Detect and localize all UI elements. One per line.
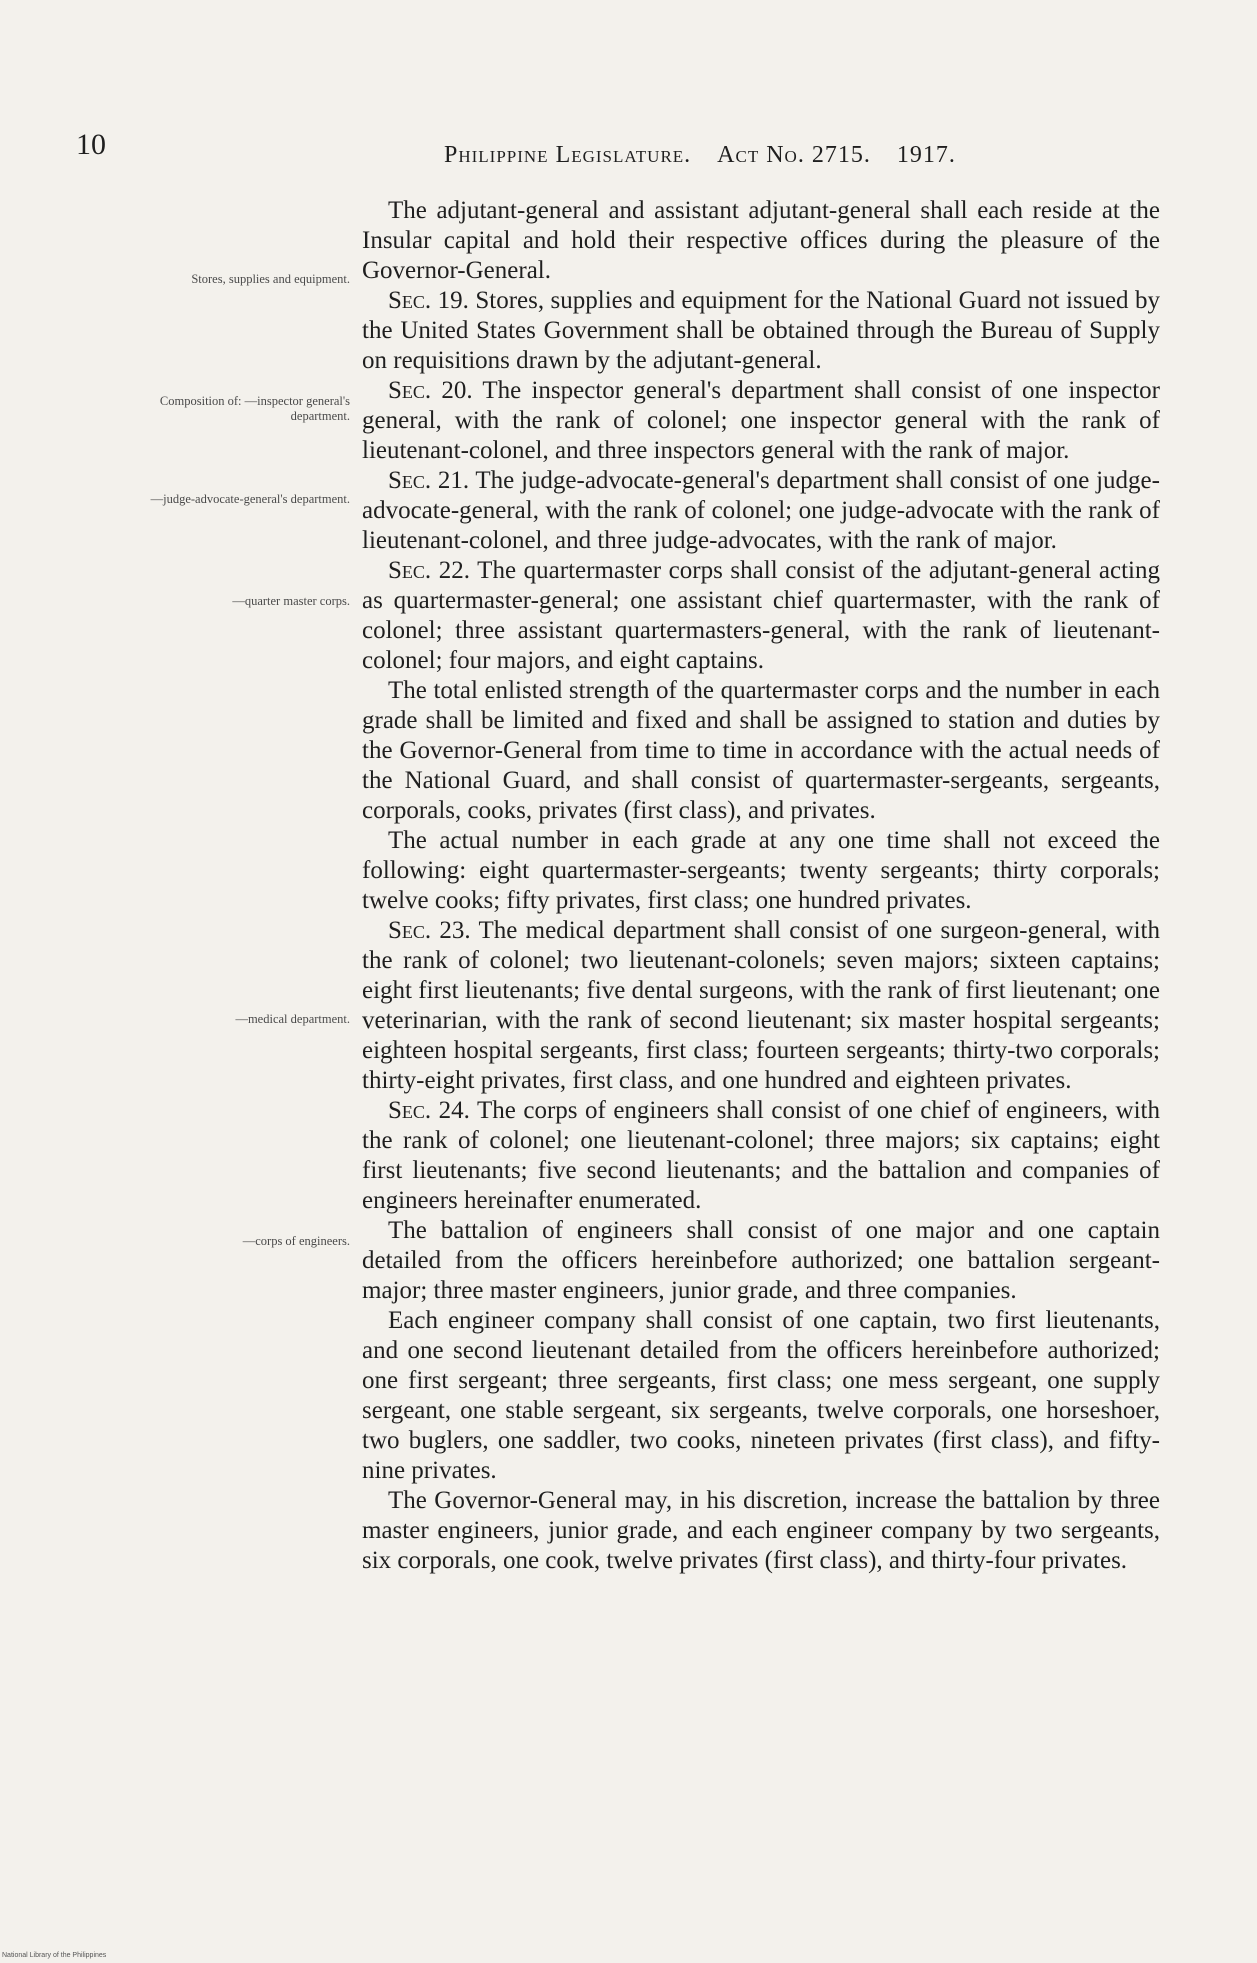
paragraph: Each engineer company shall consist of one captain, two first lieutenants, and one second lieutenant detailed from the officers hereinbefore authorized; one first sergeant; three sergeants, first class; one mess sergeant, one supply sergeant, one stable sergeant, six sergeants, twelve corporals, one horseshoer, two buglers, one saddler, two cooks, nineteen privates (first class), and fifty-nine privates. (362, 1307, 1160, 1484)
running-head-title: Philippine Legislature. (444, 142, 692, 168)
section-21: Sec. 21. The judge-advocate-general's department shall consist of one judge-advocate-general, with the rank of colonel; one judge-advocate with the rank of lieutenant-colonel, and three judge-advocates, with the rank of major. (362, 467, 1160, 554)
paragraph: The total enlisted strength of the quartermaster corps and the number in each grade shall be limited and fixed and shall be assigned to station and duties by the Governor-General from time to time in accordance with the actual needs of the National Guard, and shall consist of quartermaster-sergeants, sergeants, corporals, cooks, privates (first class), and privates. (362, 677, 1160, 824)
paragraph: The Governor-General may, in his discretion, increase the battalion by three master engineers, junior grade, and each engineer company by two sergeants, six corporals, one cook, twelve privates (first class), and thirty-four privates. (362, 1487, 1160, 1574)
section-number: Sec. 20. (388, 377, 473, 404)
section-23: Sec. 23. The medical department shall consist of one surgeon-general, with the rank of colonel; two lieutenant-colonels; seven majors; sixteen captains; eight first lieutenants; five dental surgeons, with the rank of first lieutenant; one veterinarian, with the rank of second lieutenant; six master hospital sergeants; eighteen hospital sergeants, first class; fourteen sergeants; thirty-two corporals; thirty-eight privates, first class, and one hundred and eighteen privates. (362, 917, 1160, 1094)
running-head (444, 142, 1104, 169)
body-text (362, 196, 1160, 1576)
paragraph: The battalion of engineers shall consist of one major and one captain detailed from the officers hereinbefore authorized; one battalion sergeant-major; three master engineers, junior grade, and three companies. (362, 1217, 1160, 1304)
sidenote-quartermaster: —quarter master corps. (232, 594, 350, 608)
section-number: Sec. 24. (388, 1097, 470, 1124)
section-number: Sec. 19. (388, 287, 469, 314)
section-20: Sec. 20. The inspector general's department shall consist of one inspector general, with the rank of colonel; one inspector general with the rank of lieutenant-colonel, and three inspectors general with the rank of major. (362, 377, 1160, 464)
paragraph: The adjutant-general and assistant adjutant-general shall each reside at the Insular capital and hold their respective offices during the pleasure of the Governor-General. (362, 197, 1160, 284)
section-22: Sec. 22. The quartermaster corps shall consist of the adjutant-general acting as quartermaster-general; one assistant chief quartermaster, with the rank of colonel; three assistant quartermasters-general, with the rank of lieutenant-colonel; four majors, and eight captains. (362, 557, 1160, 674)
sidenote-judge-advocate: —judge-advocate-general's department. (150, 492, 350, 506)
paragraph: The actual number in each grade at any one time shall not exceed the following: eight quartermaster-sergeants; twenty sergeants; thirty corporals; twelve cooks; fifty privates, first class; one hundred privates. (362, 827, 1160, 914)
section-number: Sec. 22. (388, 557, 471, 584)
sidenote-stores: Stores, supplies and equipment. (191, 272, 350, 286)
section-19: Sec. 19. Stores, supplies and equipment for the National Guard not issued by the United States Government shall be obtained through the Bureau of Supply on requisitions drawn by the adjutant-general. (362, 287, 1160, 374)
running-head-year: 1917. (896, 142, 956, 168)
sidenote-engineers: —corps of engineers. (242, 1234, 350, 1248)
page-number: 10 (76, 128, 106, 161)
sidenote-medical: —medical department. (235, 1012, 350, 1026)
footer-library-mark: National Library of the Philippines (2, 1952, 107, 1959)
running-head-act: Act No. 2715. (717, 142, 871, 168)
section-24: Sec. 24. The corps of engineers shall consist of one chief of engineers, with the rank of colonel; one lieutenant-colonel; three majors; six captains; eight first lieutenants; five second lieutenants; and the battalion and companies of engineers hereinafter enumerated. (362, 1097, 1160, 1214)
section-number: Sec. 21. (388, 467, 470, 494)
section-number: Sec. 23. (388, 917, 471, 944)
sidenote-inspector-general: Composition of: —inspector general's department. (159, 394, 350, 423)
